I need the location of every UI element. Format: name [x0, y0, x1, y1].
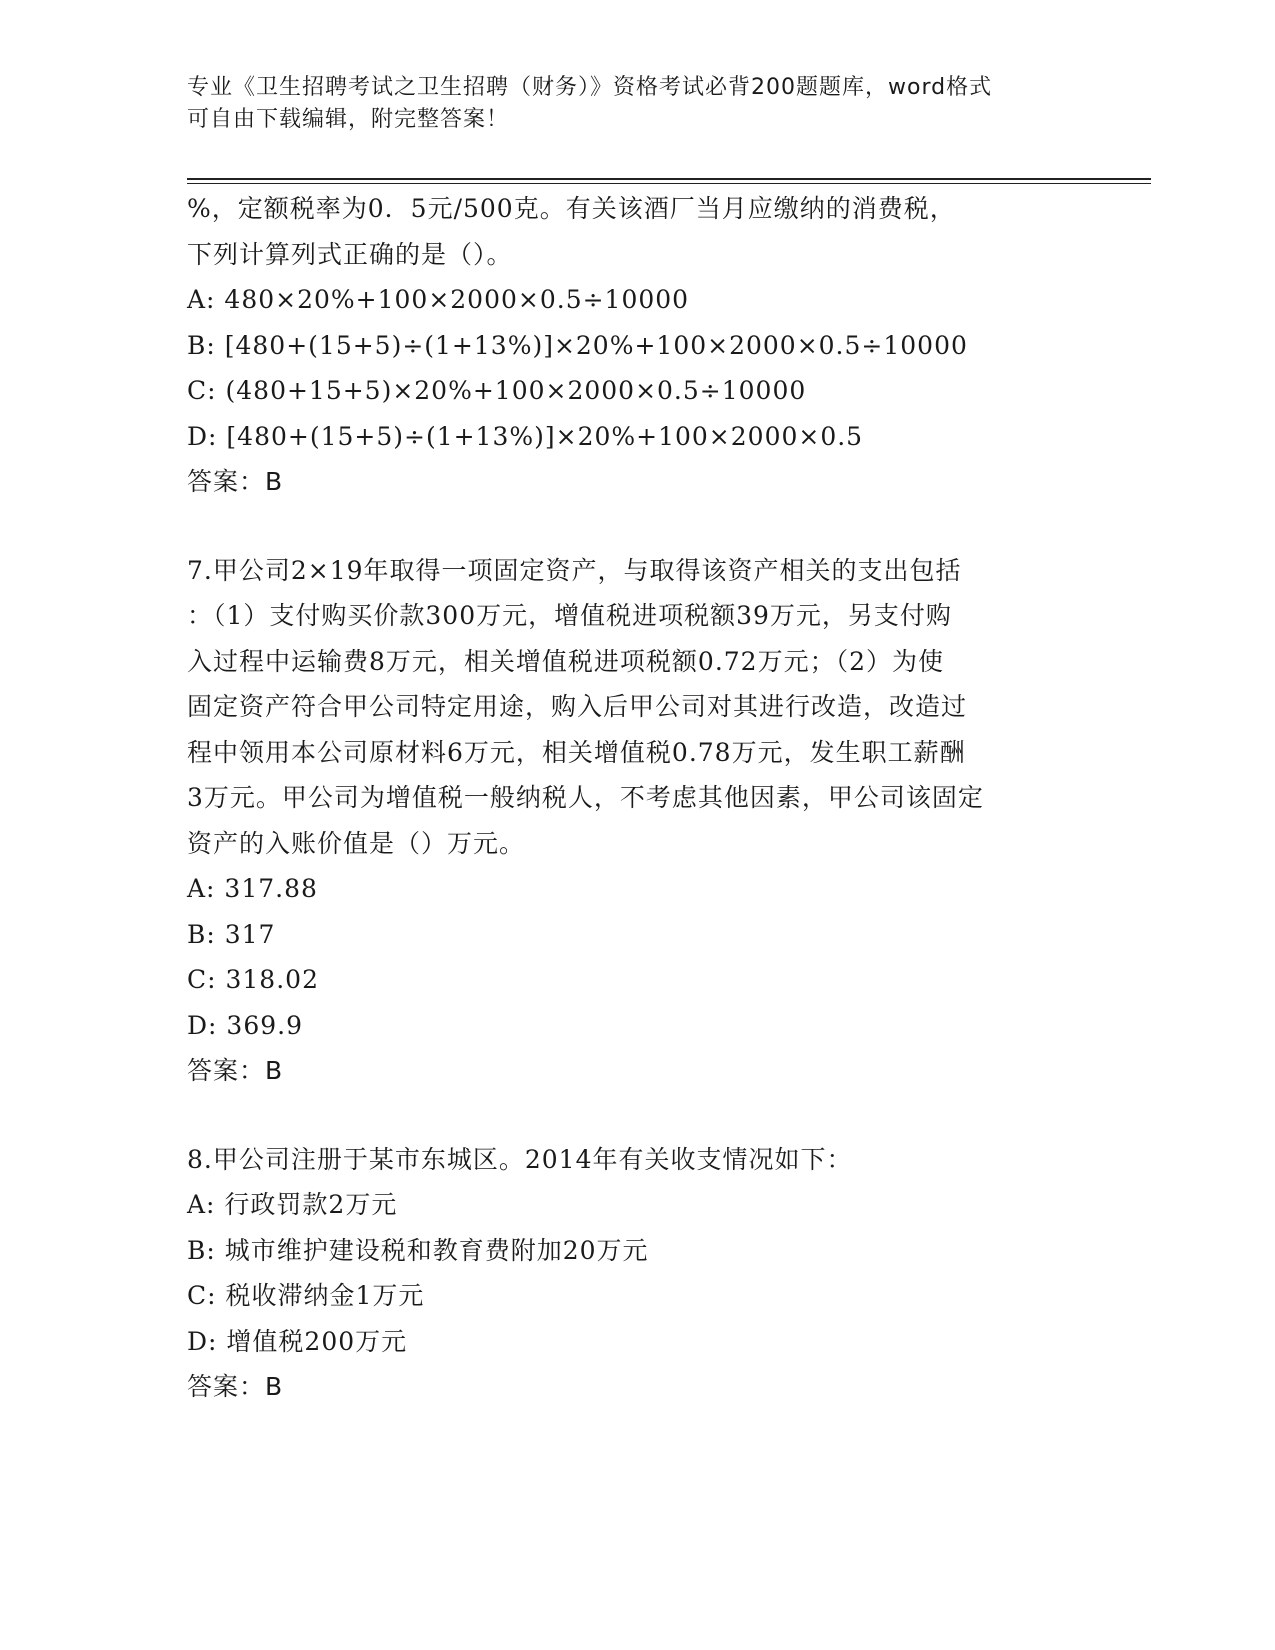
header-divider-thin — [187, 183, 1151, 184]
header-title-line-1: 专业《卫生招聘考试之卫生招聘（财务）》资格考试必背200题题库，word格式 — [187, 75, 993, 100]
answer-label: 答案：B — [187, 1372, 284, 1401]
question-text-line: 下列计算列式正确的是（）。 — [187, 239, 513, 269]
question-8 — [187, 1137, 1087, 1410]
question-text-line: 7.甲公司2×19年取得一项固定资产，与取得该资产相关的支出包括 — [187, 555, 962, 585]
answer-label: 答案：B — [187, 1056, 284, 1085]
option-b: B: [480+(15+5)÷(1+13%)]×20%+100×2000×0.5÷10000 — [187, 330, 968, 360]
answer-label: 答案：B — [187, 467, 284, 496]
spacer — [187, 505, 1087, 548]
question-6 — [187, 186, 1087, 505]
question-text-line: 入过程中运输费8万元，相关增值税进项税额0.72万元；（2）为使 — [187, 646, 944, 676]
option-a: A: 317.88 — [187, 874, 318, 903]
option-c: C: 税收滞纳金1万元 — [187, 1281, 425, 1310]
option-b: B: 城市维护建设税和教育费附加20万元 — [187, 1235, 649, 1265]
option-c: C: (480+15+5)×20%+100×2000×0.5÷10000 — [187, 376, 807, 405]
option-d: D: [480+(15+5)÷(1+13%)]×20%+100×2000×0.5 — [187, 421, 864, 451]
header-title-line-2: 可自由下载编辑，附完整答案！ — [187, 107, 510, 132]
question-text-line: 资产的入账价值是（）万元。 — [187, 828, 526, 858]
option-a: A: 480×20%+100×2000×0.5÷10000 — [187, 285, 690, 314]
spacer — [187, 1094, 1087, 1137]
option-b: B: 317 — [187, 919, 276, 949]
question-text-line: ：（1）支付购买价款300万元，增值税进项税额39万元，另支付购 — [187, 601, 952, 630]
option-d: D: 增值税200万元 — [187, 1326, 408, 1356]
option-c: C: 318.02 — [187, 965, 319, 994]
document-body — [187, 186, 1087, 1410]
question-text-line: 程中领用本公司原材料6万元，相关增值税0.78万元，发生职工薪酬 — [187, 737, 966, 767]
question-text-line: 固定资产符合甲公司特定用途，购入后甲公司对其进行改造，改造过 — [187, 692, 968, 721]
option-d: D: 369.9 — [187, 1010, 303, 1040]
question-text-line: %，定额税率为0．5元/500克。有关该酒厂当月应缴纳的消费税， — [187, 194, 956, 223]
question-text-line: 8.甲公司注册于某市东城区。2014年有关收支情况如下： — [187, 1144, 853, 1174]
question-7 — [187, 548, 1087, 1094]
document-header — [187, 72, 1067, 136]
option-a: A: 行政罚款2万元 — [187, 1190, 398, 1219]
header-divider-thick — [187, 178, 1151, 180]
question-text-line: 3万元。甲公司为增值税一般纳税人，不考虑其他因素，甲公司该固定 — [187, 783, 984, 812]
